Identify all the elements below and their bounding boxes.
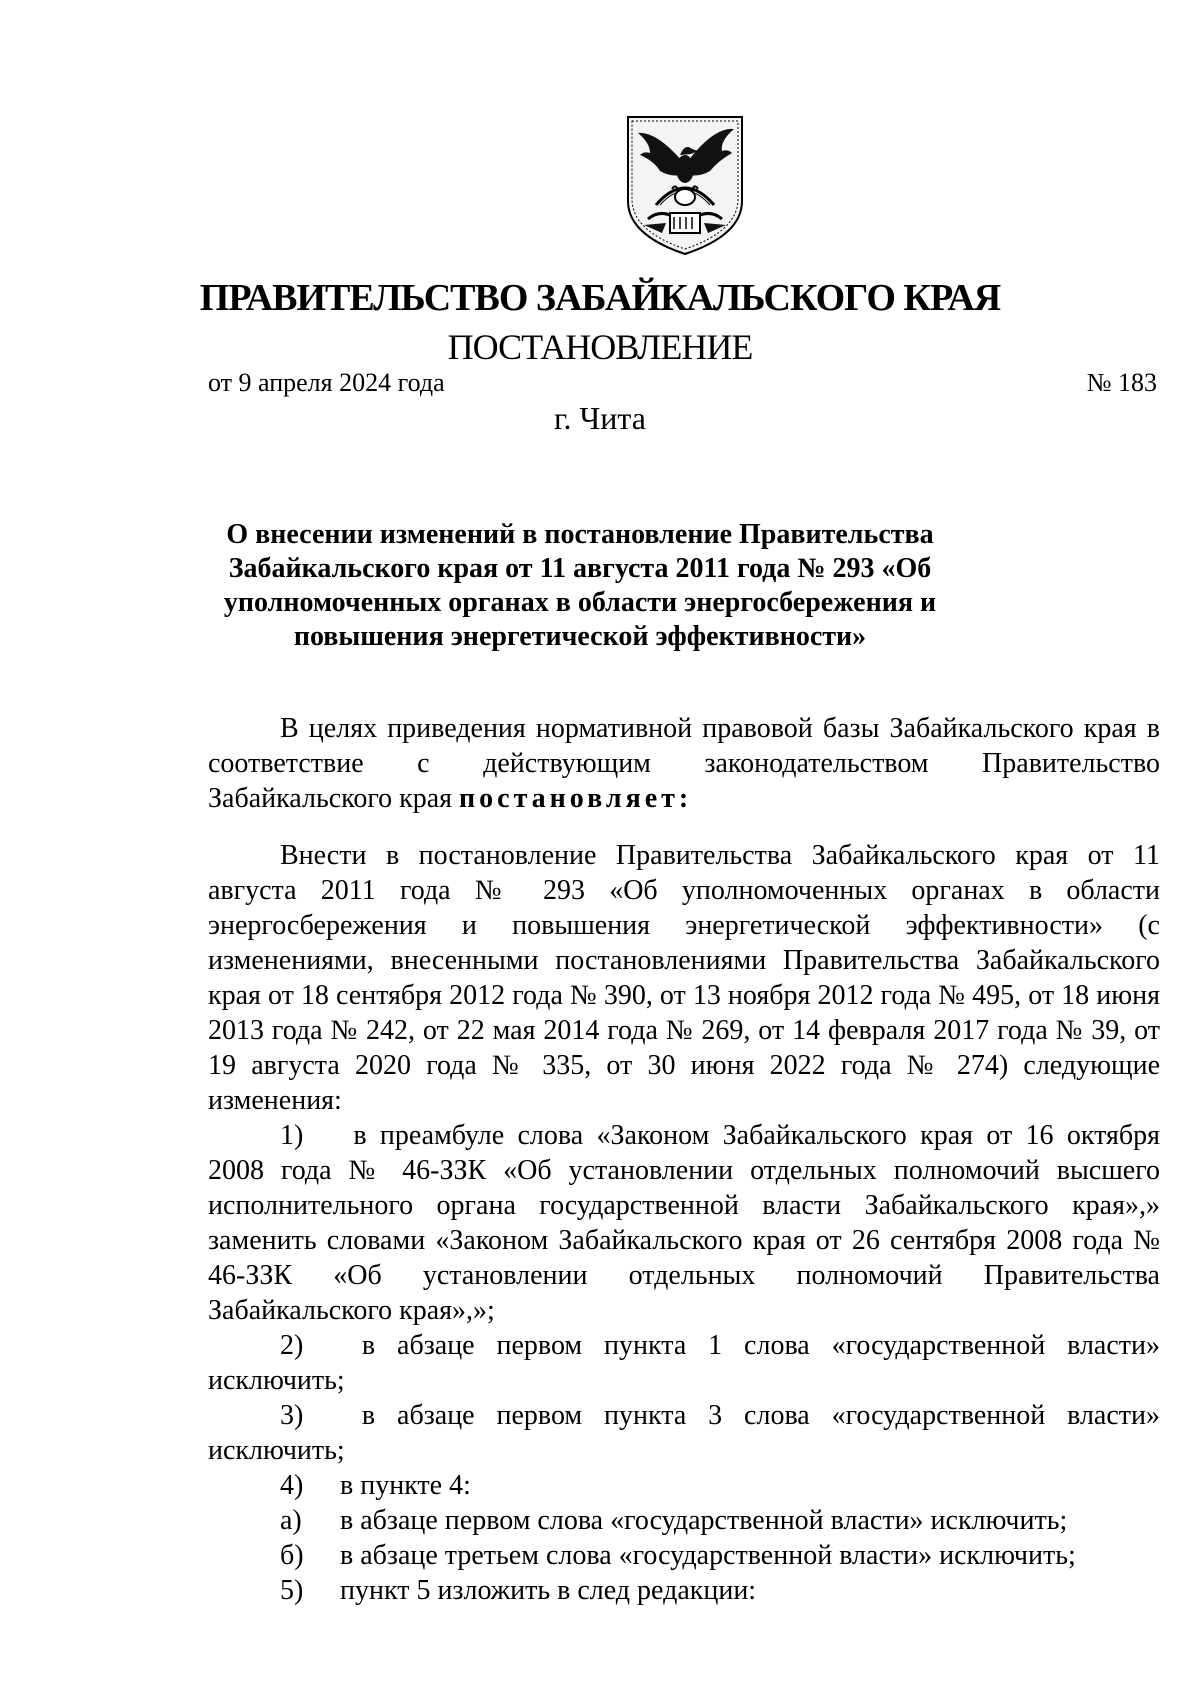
decree-word: постановляет: — [459, 783, 693, 814]
item-text: в преамбуле слова «Законом Забайкальского края от 16 октября 2008 года № 46-ЗЗК «Об установлении отдельных полномочий высшего исполнительного органа государственной власти Забайкальского края»,» заменить словами «Законом Забайкальского края от 26 сентября 2008 года № 46-ЗЗК «Об установлении отдельных полномочий Правительства Забайкальского края»,»; — [208, 1120, 1160, 1326]
intro-paragraph: Внести в постановление Правительства Забайкальского края от 11 августа 2011 года № 293 «Об уполномоченных органах в области энергосбережения и повышения энергетической эффективности» (с изменениями, внесенными постановлениями Правительства Забайкальского края от 18 сентября 2012 года № 390, от 13 ноября 2012 года № 495, от 18 июня 2013 года № 242, от 22 мая 2014 года № 269, от 14 февраля 2017 года № 39, от 19 августа 2020 года № 335, от 30 июня 2022 года № 274) следующие изменения: — [208, 840, 1160, 1116]
government-name: ПРАВИТЕЛЬСТВО ЗАБАЙКАЛЬСКОГО КРАЯ — [199, 277, 1001, 319]
document-title: О внесении изменений в постановление Правительства Забайкальского края от 11 августа 2011 года № 293 «Об уполномоченных органах в области энергосбережения и повышения энергетической эффективности» — [223, 519, 937, 652]
item-number: а) — [280, 1505, 302, 1536]
document-number: № 183 — [1086, 368, 1157, 397]
document-date: от 9 апреля 2024 года — [208, 368, 445, 397]
item-text: в абзаце третьем слова «государственной власти» исключить; — [340, 1540, 1076, 1571]
preamble-text: В целях приведения нормативной правовой базы Забайкальского края в соответствие с действующим законодательством Правительство Забайкальского края — [208, 713, 1160, 814]
list-item — [208, 1573, 1160, 1608]
item-number: б) — [280, 1540, 304, 1571]
list-item — [208, 1538, 1160, 1573]
list-item — [208, 1398, 1160, 1468]
item-number: 4) — [280, 1470, 304, 1501]
list-item — [208, 1328, 1160, 1398]
item-text: в пункте 4: — [340, 1470, 471, 1501]
list-item — [208, 1503, 1160, 1538]
coat-of-arms-icon — [620, 113, 750, 258]
preamble-paragraph — [208, 711, 1160, 816]
list-item — [208, 1468, 1160, 1503]
item-text: в абзаце первом пункта 1 слова «государственной власти» исключить; — [208, 1330, 1161, 1396]
item-text: пункт 5 изложить в след редакции: — [340, 1575, 757, 1606]
item-number: 2) — [280, 1330, 304, 1361]
item-number: 5) — [280, 1575, 304, 1606]
item-number: 3) — [280, 1400, 304, 1431]
item-text: в абзаце первом пункта 3 слова «государственной власти» исключить; — [208, 1400, 1161, 1466]
document-city: г. Чита — [553, 400, 646, 436]
document-type: ПОСТАНОВЛЕНИЕ — [447, 327, 753, 367]
item-number: 1) — [280, 1120, 304, 1151]
item-text: в абзаце первом слова «государственной власти» исключить; — [340, 1505, 1068, 1536]
list-item — [208, 1118, 1160, 1328]
main-body — [208, 838, 1160, 1608]
